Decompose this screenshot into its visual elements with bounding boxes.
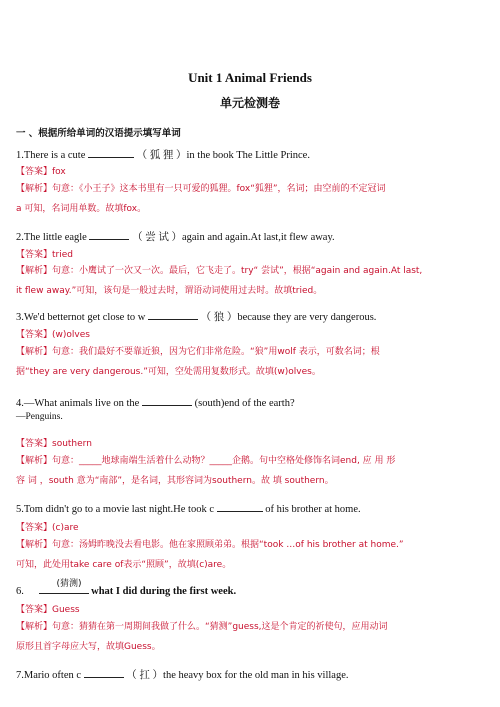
explanation [16,342,486,382]
explanation [16,535,486,575]
explanation [16,451,486,491]
question-text: (south)end of the earth? [194,398,295,409]
question-text: 7.Mario often c [16,670,82,681]
question-3 [16,309,486,324]
question-text: 1.There is a cute [16,150,86,161]
question-text: 6. [16,586,24,597]
explanation-line: 【解析】句意：_____地球南端生活着什么动物？_____企鹅。句中空格处修饰名词end, 应 用 形 [16,456,396,466]
explanation-line: 【解析】句意：我们最好不要靠近狼，因为它们非常危险。“狼”用wolf 表示，可数名词；根 [16,347,380,357]
explanation-line: 原形且首字母应大写，故填Guess。 [16,642,161,652]
answer-blank[interactable] [88,148,134,158]
question-text: （ 尝 试 ）again and again.At last,it flew away. [132,232,335,243]
question-4-reply: —Penguins. [16,412,63,422]
explanation-line: 【解析】句意：《小王子》这本书里有一只可爱的狐狸。fox“狐狸”，名词；由空前的不定冠词 [16,184,386,194]
answer-blank[interactable] [217,502,263,512]
answer-blank-wrapper [39,579,89,597]
explanation-line: it flew away.”可知，该句是一般过去时，谓语动词使用过去时。故填tried。 [16,286,323,296]
section-heading: 一 、根据所给单词的汉语提示填写单词 [16,128,181,139]
question-text: （ 狼 ）because they are very dangerous. [200,312,377,323]
explanation-line: 【解析】句意：猜猜在第一周期间我做了什么。“猜测”guess,这是个肯定的祈使句，应用动词 [16,622,388,632]
question-1 [16,147,486,162]
question-5 [16,502,486,515]
answer-line: 【答案】fox [16,167,66,177]
answer-blank[interactable] [84,668,124,678]
explanation-line: 【解析】句意：汤姆昨晚没去看电影。他在家照顾弟弟。根据“took …of his brother at home.” [16,540,404,550]
question-text: 5.Tom didn't go to a movie last night.He took c [16,504,215,515]
question-4 [16,396,486,409]
explanation-line: 【解析】句意：小鹰试了一次又一次。最后，它飞走了。try“ 尝试”，根据“again and again.At last, [16,266,423,276]
hint-text: (猜测) [56,579,82,589]
question-text: what I did during the first week. [91,586,237,597]
explanation-line: a 可知，名词用单数。故填fox。 [16,204,147,214]
answer-blank[interactable] [89,230,129,240]
page-subtitle: 单元检测卷 [219,96,280,110]
answer-line: 【答案】tried [16,250,73,260]
explanation [16,617,486,657]
question-7 [16,667,486,682]
question-text: （ 狐 狸 ）in the book The Little Prince. [136,150,310,161]
explanation [16,261,486,301]
answer-line: 【答案】southern [16,439,92,449]
question-text: （ 扛 ）the heavy box for the old man in his village. [126,670,349,681]
answer-blank[interactable] [148,310,198,320]
explanation-line: 容 词 ，south 意为“南部”，是名词，其形容词为southern。故 填 southern。 [16,476,334,486]
question-text: 4.—What animals live on the [16,398,140,409]
question-text: 2.The little eagle [16,232,87,243]
explanation-line: 可知，此处用take care of表示“照顾”，故填(c)are。 [16,560,232,570]
explanation [16,179,486,219]
question-6 [16,579,486,597]
question-text: of his brother at home. [265,504,361,515]
answer-line: 【答案】(c)are [16,523,79,533]
question-text: 3.We'd betternot get close to w [16,312,146,323]
page-title: Unit 1 Animal Friends [188,70,312,85]
answer-blank[interactable] [142,396,192,406]
question-2 [16,229,486,244]
answer-line: 【答案】Guess [16,605,80,615]
explanation-line: 据“they are very dangerous.”可知，空处需用复数形式。故填(w)olves。 [16,367,321,377]
answer-line: 【答案】(w)olves [16,330,90,340]
